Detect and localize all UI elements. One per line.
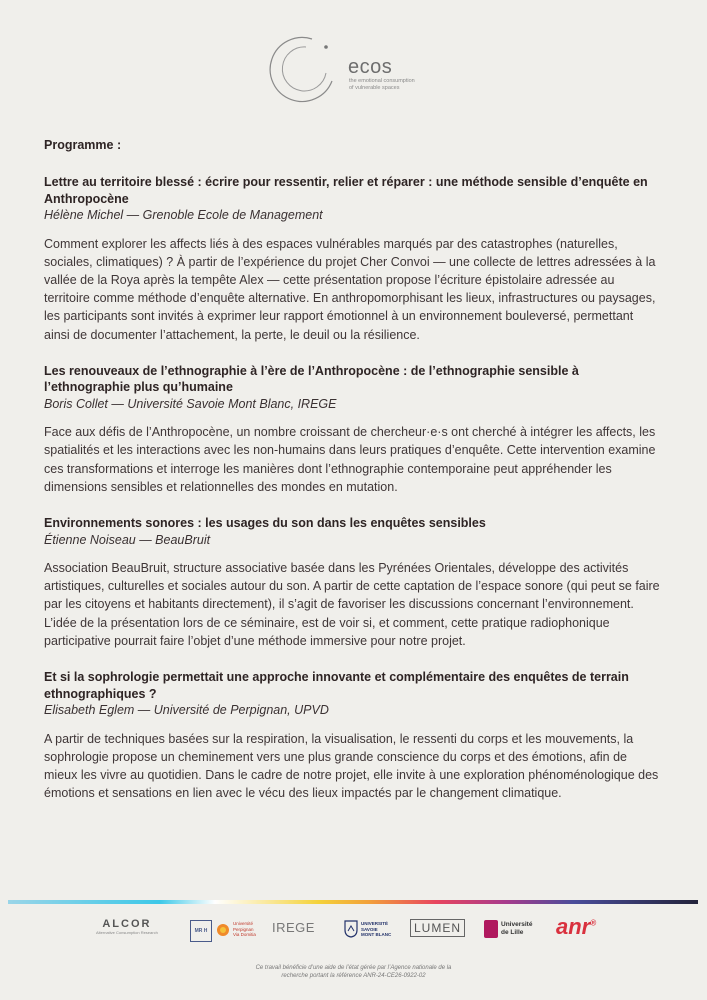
talk-author: Hélène Michel — Grenoble Ecole de Management xyxy=(44,208,323,222)
talk-description: Association BeauBruit, structure associative basée dans les Pyrénées Orientales, développe des activités artistiques, culturelles et sociales autour du son. A partir de cette captation de l’espace sonore (qui peut se faire par les citoyens et habitants directement), il s’agit de favoriser les discussions concernant l’environnement. L’idée de la présentation lors de ce séminaire, est de voir si, et comment, cette pratique radiophonique participative pourrait faire l’objet d’une méthode immersive pour notre projet. xyxy=(44,561,660,648)
programme-content xyxy=(44,138,662,821)
talk-item xyxy=(44,515,662,650)
ecos-logo-icon xyxy=(268,33,340,105)
talk-item xyxy=(44,174,662,344)
rainbow-divider xyxy=(8,900,698,904)
lumen-logo: LUMEN xyxy=(410,919,465,937)
upvd-sun-icon xyxy=(216,923,230,937)
talk-title: Lettre au territoire blessé : écrire pour ressentir, relier et réparer : une méthode sensible d’enquête en Anthropocène xyxy=(44,175,648,206)
mrh-logo: MR H xyxy=(190,920,212,942)
talk-item xyxy=(44,669,662,802)
talk-description: A partir de techniques basées sur la respiration, la visualisation, le ressenti du corps et les mouvements, la sophrologie propose un cheminement vers une plus grande conscience du corps et des émotions, afin de mieux les vivre au quotidien. Dans le cadre de notre projet, elle invite à une exploration phénoménologique des émotions et sensations en lien avec le vécu des lieux impactés par le changement climatique. xyxy=(44,731,659,801)
talk-author: Étienne Noiseau — BeauBruit xyxy=(44,532,211,547)
talk-author: Boris Collet — Université Savoie Mont Blanc, IREGE xyxy=(44,396,337,411)
talk-title: Les renouveaux de l’ethnographie à l’ère de l’Anthropocène : de l’ethnographie sensible à l’ethnographie plus qu’humaine xyxy=(44,363,579,395)
header xyxy=(0,0,707,115)
logo-tagline: the emotional consumption of vulnerable spaces xyxy=(349,78,415,91)
talk-item xyxy=(44,363,662,496)
talk-title: Environnements sonores : les usages du son dans les enquêtes sensibles xyxy=(44,516,486,531)
talk-author: Elisabeth Eglem — Université de Perpignan, UPVD xyxy=(44,703,329,718)
programme-heading: Programme : xyxy=(44,138,122,152)
usmb-shield-icon xyxy=(344,920,358,938)
talk-description: Face aux défis de l’Anthropocène, un nombre croissant de chercheur·e·s ont cherché à intégrer les affects, les spatialités et les interactions avec les non-humains dans leurs pratiques d’enquête. Cette intervention examine ces transformations et interroge les manières dont l’ethnographie contemporaine peut appréhender les dimensions sensibles et relationnelles des mondes en mutation. xyxy=(44,425,656,494)
talk-description: Comment explorer les affects liés à des espaces vulnérables marqués par des catastrophes (naturelles, sociales, climatiques) ? À partir de l’expérience du projet Cher Convoi — une collecte de lettres adressées à la vallée de la Roya après la tempête Alex — cette présentation propose l’écriture épistolaire adressée au territoire comme méthode d’enquête alternative. En anthropomorphisant les lieux, infrastructures ou paysages, les participants sont invités à exprimer leur rapport émotionnel à un environnement bouleversé, permettant ainsi de documenter l’attachement, la perte, le deuil ou la résilience. xyxy=(44,236,656,342)
partner-logos: ALCOR Alternative Consumption Research MR H Université Perpignan Via Domitia IREGE UNIVERSITÉ SAVOIE MONT BLANC LUMEN Université de Lille anr® xyxy=(0,912,707,954)
alcor-logo: ALCOR Alternative Consumption Research xyxy=(96,918,158,935)
anr-logo: anr® xyxy=(556,914,597,939)
talk-title: Et si la sophrologie permettait une approche innovante et complémentaire des enquêtes de terrain ethnographiques ? xyxy=(44,670,629,701)
lille-mark-icon xyxy=(484,920,498,938)
logo-word: ecos xyxy=(348,56,393,78)
funding-footnote: Ce travail bénéficie d’une aide de l’état gérée par l’Agence nationale de la recherche portant la référence ANR-24-CE26-0922-02 xyxy=(255,965,452,979)
irege-logo: IREGE xyxy=(272,920,315,935)
